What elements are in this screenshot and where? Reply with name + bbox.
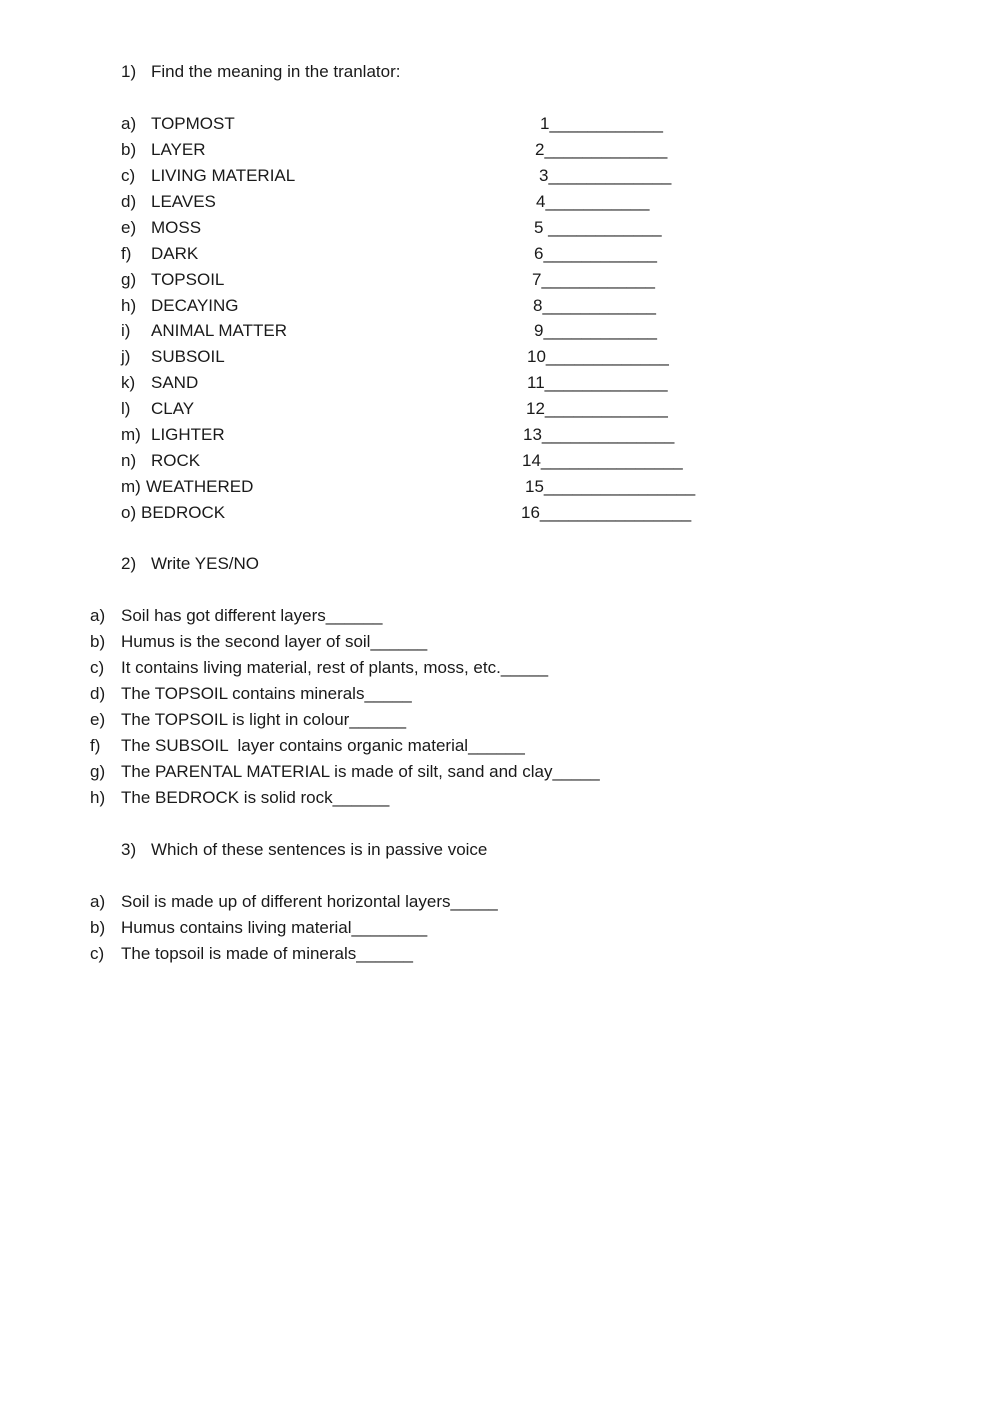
answer-blank[interactable]: 8____________ [533,296,656,315]
vocab-word: ROCK [151,451,201,470]
vocab-word: LAYER [151,140,206,159]
vocab-word: DECAYING [151,296,239,315]
item-letter: h) [121,296,137,315]
answer-blank[interactable]: 10_____________ [527,347,669,366]
item-letter: c) [121,166,136,185]
item-letter: g) [90,762,106,781]
section3-marker: 3) [121,840,137,859]
statement-with-blank[interactable]: The SUBSOIL layer contains organic material______ [121,736,525,755]
item-letter: a) [90,892,106,911]
statement-with-blank[interactable]: Soil has got different layers______ [121,606,383,625]
vocab-word: SUBSOIL [151,347,225,366]
section2-marker: 2) [121,554,137,573]
vocab-word: CLAY [151,399,195,418]
answer-blank[interactable]: 7____________ [532,270,655,289]
answer-blank[interactable]: 6____________ [534,244,657,263]
item-letter: d) [90,684,106,703]
item-letter: i) [121,321,131,340]
item-letter: k) [121,373,136,392]
item-letter: n) [121,451,137,470]
vocab-word: SAND [151,373,199,392]
item-letter: f) [90,736,101,755]
vocab-word: BEDROCK [141,503,226,522]
item-letter: j) [121,347,131,366]
answer-blank[interactable]: 15________________ [525,477,696,496]
item-letter: o) [121,503,137,522]
item-letter: e) [90,710,106,729]
statement-with-blank[interactable]: The PARENTAL MATERIAL is made of silt, sand and clay_____ [121,762,600,781]
answer-blank[interactable]: 9____________ [534,321,657,340]
item-letter: h) [90,788,106,807]
item-letter: e) [121,218,137,237]
item-letter: d) [121,192,137,211]
vocab-word: WEATHERED [146,477,254,496]
section1-marker: 1) [121,62,137,81]
item-letter: a) [121,114,137,133]
item-letter: a) [90,606,106,625]
vocab-word: ANIMAL MATTER [151,321,288,340]
answer-blank[interactable]: 4___________ [536,192,650,211]
sentence-with-blank[interactable]: The topsoil is made of minerals______ [121,944,413,963]
section1-heading: Find the meaning in the tranlator: [151,62,401,81]
item-letter: g) [121,270,137,289]
section3-heading: Which of these sentences is in passive voice [151,840,488,859]
sentence-with-blank[interactable]: Soil is made up of different horizontal layers_____ [121,892,498,911]
statement-with-blank[interactable]: The TOPSOIL is light in colour______ [121,710,407,729]
item-letter: l) [121,399,131,418]
answer-blank[interactable]: 1____________ [540,114,663,133]
item-letter: m) [121,425,141,444]
vocab-word: LIVING MATERIAL [151,166,296,185]
section2-heading: Write YES/NO [151,554,260,573]
item-letter: f) [121,244,132,263]
answer-blank[interactable]: 13______________ [523,425,675,444]
statement-with-blank[interactable]: The BEDROCK is solid rock______ [121,788,390,807]
statement-with-blank[interactable]: It contains living material, rest of plants, moss, etc._____ [121,658,549,677]
item-letter: m) [121,477,141,496]
answer-blank[interactable]: 12_____________ [526,399,668,418]
item-letter: c) [90,658,105,677]
item-letter: b) [90,632,106,651]
item-letter: b) [90,918,106,937]
statement-with-blank[interactable]: Humus is the second layer of soil______ [121,632,428,651]
item-letter: b) [121,140,137,159]
answer-blank[interactable]: 16________________ [521,503,692,522]
answer-blank[interactable]: 5 ____________ [534,218,662,237]
answer-blank[interactable]: 3_____________ [539,166,672,185]
vocab-word: LIGHTER [151,425,225,444]
vocab-word: TOPSOIL [151,270,225,289]
vocab-word: LEAVES [151,192,216,211]
item-letter: c) [90,944,105,963]
statement-with-blank[interactable]: The TOPSOIL contains minerals_____ [121,684,412,703]
answer-blank[interactable]: 14_______________ [522,451,683,470]
vocab-word: TOPMOST [151,114,235,133]
sentence-with-blank[interactable]: Humus contains living material________ [121,918,428,937]
answer-blank[interactable]: 2_____________ [535,140,668,159]
vocab-word: DARK [151,244,199,263]
vocab-word: MOSS [151,218,202,237]
answer-blank[interactable]: 11_____________ [527,373,668,392]
